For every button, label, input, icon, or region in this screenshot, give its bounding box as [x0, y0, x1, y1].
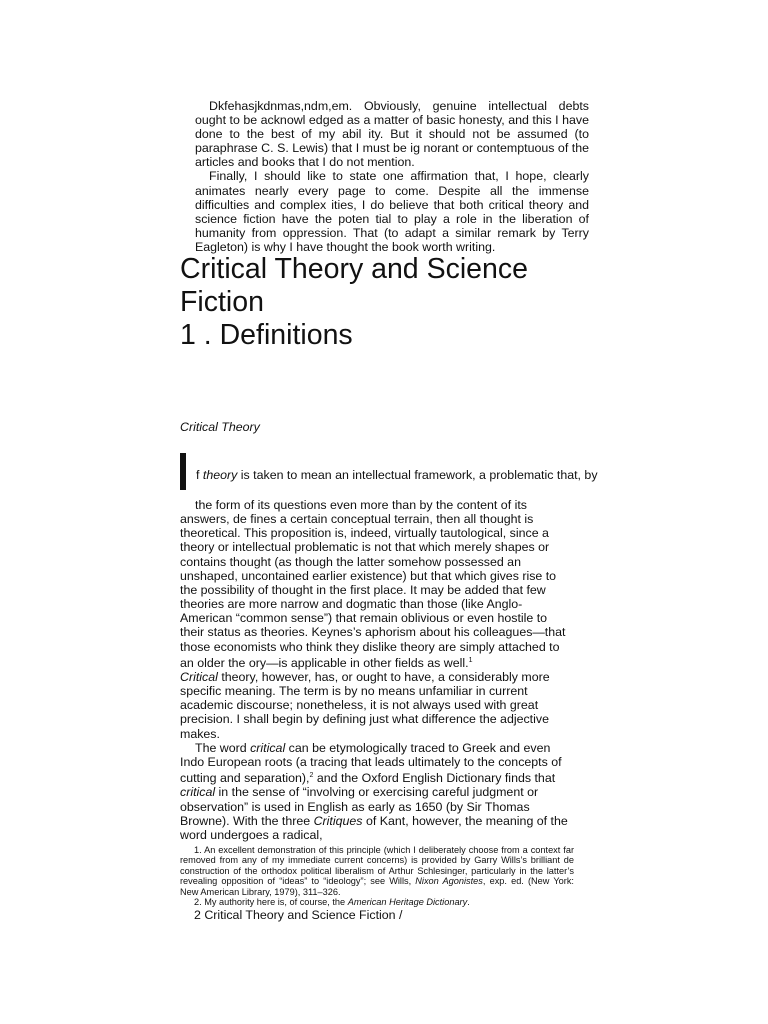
- chapter-heading: 1 . Definitions: [180, 319, 353, 351]
- footnote-marker: 1: [468, 656, 473, 664]
- footnote-text: 2. My authority here is, of course, the: [194, 897, 348, 908]
- footnote-text: , exp. ed. (New York: New American Library, 1979), 311–326.: [180, 876, 574, 897]
- footnote-1: [180, 845, 574, 897]
- body-text-span: of Kant, however, the meaning of the word undergoes a radical,: [180, 813, 568, 842]
- preface-paragraph: Dkfehasjkdnmas,ndm,em. Obviously, genuine intellectual debts ought to be acknowl edged as a matter of basic honesty, and this I have done to the best of my abil ity. But it should not be assumed (to paraphrase C. S. Lewis) that I must be ig norant or contemptuous of the articles and books that I do not mention.: [195, 99, 589, 170]
- body-paragraph: [180, 741, 574, 842]
- opening-line: [180, 453, 600, 493]
- body-text-span: the form of its questions even more than by the content of its answers, de fines a certain conceptual terrain, then all thought is theoretical. This proposition is, indeed, virtually tautological, since a theory or intellectual problematic is not that which merely shapes or contains thought (as though the latter somehow possessed an unshaped, uncontained earlier existence) but that which gives rise to the possibility of thought in the first place. It may be added that few theories are more narrow and dogmatic than those (like Anglo-American “common sense”) that remain oblivious or even hostile to their status as theories. Keynes’s aphorism about his colleagues—that those economists who think they dislike theory are simply attached to an older the ory—is applicable in other fields as well.: [180, 498, 566, 670]
- footnote-2: [180, 897, 574, 907]
- body-text-span: in the sense of “involving or exercising careful judgment or observation” is used in English as early as 1650 (by Sir Thomas Browne). With the three: [180, 785, 539, 828]
- footnotes: [180, 845, 574, 907]
- preface-text: [195, 99, 589, 254]
- chapter-title: [180, 253, 600, 352]
- running-footer: 2 Critical Theory and Science Fiction /: [194, 908, 403, 922]
- body-text-span: theory, however, has, or ought to have, a considerably more specific meaning. The term is by no means unfamiliar in current academic discourse; nonetheless, it is not always used with great precision. I shall begin by defining just what difference the adjective makes.: [180, 670, 550, 741]
- section-heading: Critical Theory: [180, 420, 260, 434]
- opening-pre: f: [196, 468, 203, 482]
- book-title-line-1: Critical Theory and Science: [180, 253, 528, 285]
- body-paragraph: [180, 670, 574, 741]
- emphasis: Critical: [180, 670, 218, 684]
- body-text: [180, 498, 574, 842]
- opening-emphasis: theory: [202, 468, 238, 482]
- footnote-marker: 2: [309, 772, 314, 780]
- opening-text: [196, 468, 598, 482]
- emphasis: critical: [180, 785, 216, 800]
- body-text-span: and the Oxford English Dictionary finds that: [313, 771, 556, 786]
- opening-post: is taken to mean an intellectual framework, a problematic that, by: [237, 468, 598, 482]
- emphasis: critical: [250, 740, 286, 755]
- preface-paragraph: Finally, I should like to state one affirmation that, I hope, clearly animates nearly every page to come. Despite all the immense difficulties and complex ities, I do believe that both critical theory and science fiction have the poten tial to play a role in the liberation of humanity from oppression. That (to adapt a similar remark by Terry Eagleton) is why I have thought the book worth writing.: [195, 169, 589, 254]
- body-paragraph: [180, 498, 574, 670]
- footnote-emphasis: American Heritage Dictionary: [347, 897, 468, 908]
- book-title-line-2: Fiction: [180, 286, 264, 318]
- footnote-text: 1. An excellent demonstration of this principle (which I deliberately choose from a context far removed from any of my immediate current concerns) is provided by Garry Wills’s brilliant de construction of the orthodox political liberalism of Arthur Schlesinger, particularly in the latter’s revealing opposition of “ideas” to “ideology”; see Wills,: [180, 845, 574, 887]
- drop-cap: [180, 453, 186, 490]
- emphasis: Critiques: [313, 813, 363, 828]
- body-text-span: The word: [195, 740, 251, 755]
- body-text-span: can be etymologically traced to Greek and even Indo European roots (a tracing that leads ultimately to the concepts of cutting and separation),: [180, 740, 562, 786]
- footnote-text: .: [467, 897, 470, 908]
- footnote-emphasis: Nixon Agonistes: [415, 876, 483, 887]
